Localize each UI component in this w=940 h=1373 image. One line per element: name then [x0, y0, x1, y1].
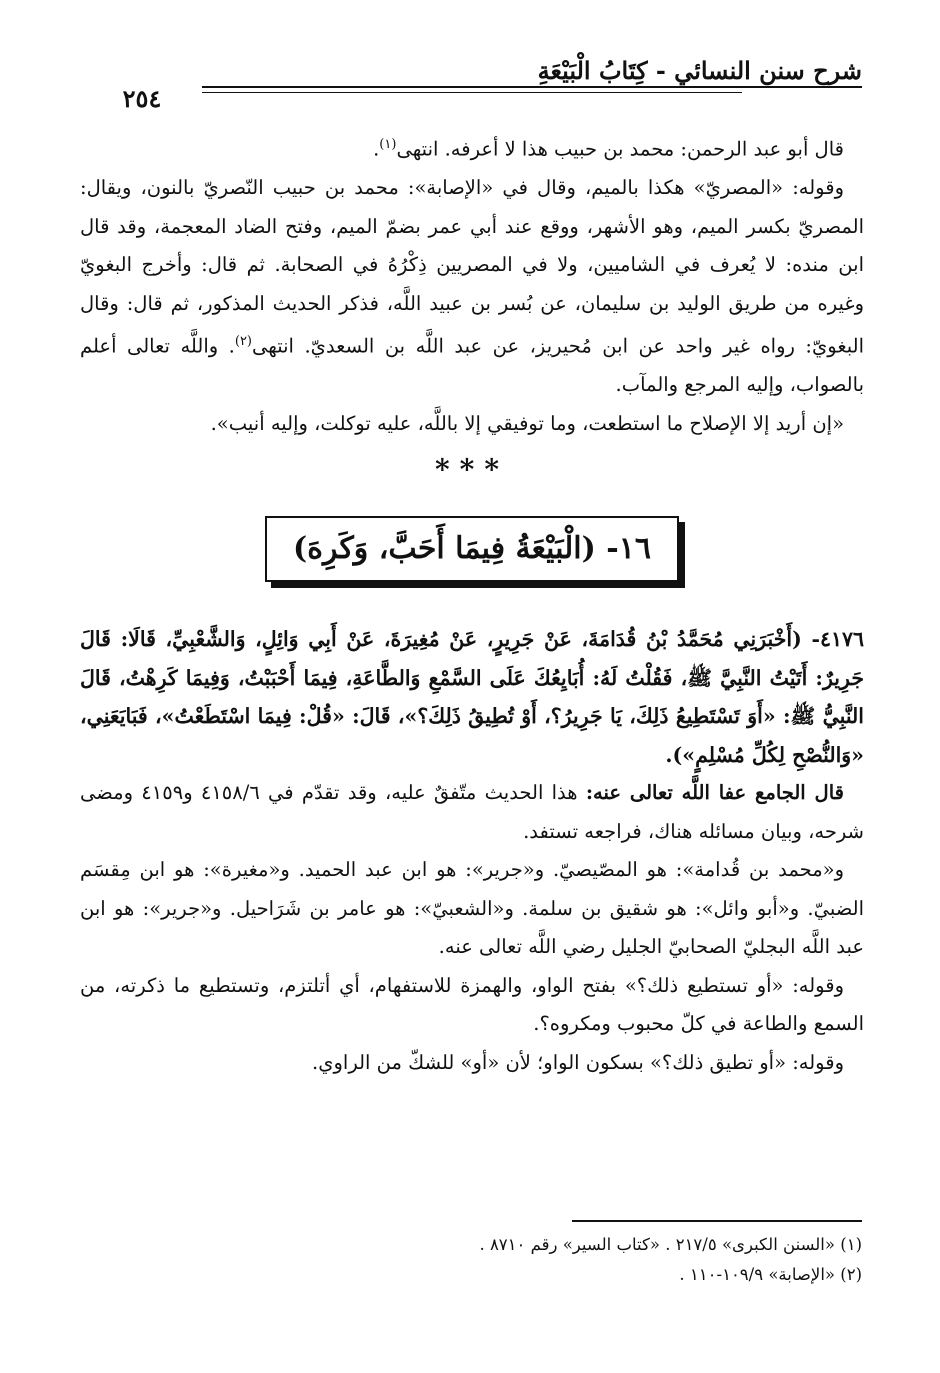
paragraph-3: «إن أريد إلا الإصلاح ما استطعت، وما توفيقي إلا باللَّه، عليه توكلت، وإليه أنيب».	[210, 411, 844, 435]
main-text	[80, 126, 864, 1082]
jami-text: هذا الحديث متّفقٌ عليه، وقد تقدّم في ٤١٥٨/٦ و٤١٥٩ ومضى شرحه، وبيان مسائله هناك، فراجعه تستفد.	[80, 781, 864, 843]
chapter-title: ١٦- (الْبَيْعَةُ فِيمَا أَحَبَّ، وَكَرِهَ)	[265, 516, 679, 583]
footnote-2: (٢) «الإصابة» ١٠٩/٩-١١٠ .	[679, 1265, 862, 1284]
footnote-ref-2: (٢)	[234, 334, 252, 349]
paragraph-4: و«محمد بن قُدامة»: هو المصّيصيّ. و«جرير»: هو ابن عبد الحميد. و«مغيرة»: هو ابن مِقسَم الضبيّ. و«أبو وائل»: هو شقيق بن سلمة. و«الشعبيّ»: هو عامر بن شَرَاحيل. و«جرير»: هو ابن عبد اللَّه البجليّ الصحابيّ الجليل رضي اللَّه تعالى عنه.	[80, 858, 864, 958]
paragraph-2-text: وقوله: «المصريّ» هكذا بالميم، وقال في «الإصابة»: محمد بن حبيب النّصريّ بالنون، ويقال: المصريّ بكسر الميم، وهو الأشهر، ووقع عند أبي عمر بضمّ الميم، وفتح الضاد المعجمة، وقد قال ابن منده: لا يُعرف في الشاميين، ولا في المصريين ذِكْرُهُ في الصحابة. ثم قال: وأخرج البغويّ وغيره من طريق الوليد بن سليمان، عن بُسر بن عبيد اللَّه، فذكر الحديث المذكور، ثم قال: وقال البغويّ: رواه غير واحد عن ابن مُحيريز، عن عبد اللَّه بن السعديّ. انتهى	[80, 176, 864, 358]
paragraph-jami	[80, 774, 864, 851]
section-separator: ***	[435, 453, 509, 486]
paragraph-1	[80, 126, 864, 169]
period: .	[373, 137, 380, 161]
page-header	[82, 52, 862, 112]
paragraph-2-end: . واللَّه تعالى أعلم بالصواب، وإليه المرجع والمآب.	[80, 334, 864, 396]
footnote-rule	[572, 1220, 862, 1222]
page-number: ٢٥٤	[82, 84, 202, 113]
book-title: شرح سنن النسائي - كِتَابُ الْبَيْعَةِ	[537, 56, 862, 85]
footnote-1: (١) «السنن الكبرى» ٢١٧/٥ . «كتاب السير» رقم ٨٧١٠ .	[479, 1235, 862, 1254]
footnotes	[82, 1220, 862, 1290]
footnote-ref-1: (١)	[379, 137, 397, 152]
jami-lead: قال الجامع عفا اللَّه تعالى عنه:	[585, 781, 844, 804]
paragraph-2	[80, 169, 864, 405]
paragraph-5: وقوله: «أو تستطيع ذلك؟» بفتح الواو، والهمزة للاستفهام، أي أتلتزم، وتستطيع ما ذكرته، من السمع والطاعة في كلّ محبوب ومكروه؟.	[80, 973, 864, 1035]
hadith-text: ٤١٧٦- (أَخْبَرَنِي مُحَمَّدُ بْنُ قُدَامَةَ، عَنْ جَرِيرٍ، عَنْ مُغِيرَةَ، عَنْ أَبِي وَائِلٍ، وَالشَّعْبِيِّ، قَالَا: قَالَ جَرِيرٌ: أَتَيْتُ النَّبِيَّ ﷺ، فَقُلْتُ لَهُ: أُبَايِعُكَ عَلَى السَّمْعِ وَالطَّاعَةِ، فِيمَا أَحْبَبْتُ، وَفِيمَا كَرِهْتُ، قَالَ النَّبِيُّ ﷺ: «أَوَ تَسْتَطِيعُ ذَلِكَ، يَا جَرِيرُ؟، أَوْ تُطِيقُ ذَلِكَ؟»، قَالَ: «قُلْ: فِيمَا اسْتَطَعْتُ»، فَبَايَعَنِي، «وَالنُّصْحِ لِكُلِّ مُسْلِمٍ»).	[80, 627, 864, 767]
paragraph-6: وقوله: «أو تطيق ذلك؟» بسكون الواو؛ لأن «أو» للشكّ من الراوي.	[312, 1050, 844, 1074]
paragraph-1-text: قال أبو عبد الرحمن: محمد بن حبيب هذا لا أعرفه. انتهى	[396, 137, 844, 161]
